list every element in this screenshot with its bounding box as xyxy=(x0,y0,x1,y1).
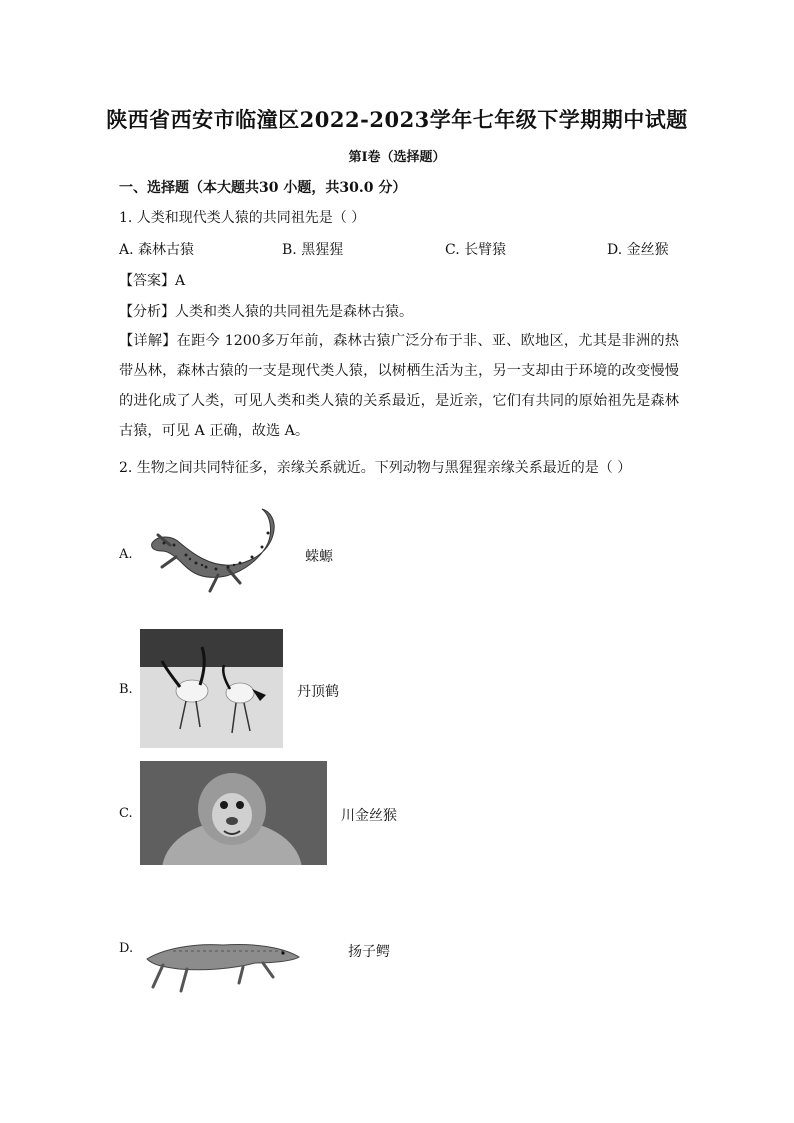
q1-option-a: A. 森林古猿 xyxy=(119,242,195,258)
q2-option-d-caption: 扬子鳄 xyxy=(348,944,390,960)
crane-image xyxy=(140,629,283,748)
volume-subtitle: 第Ⅰ卷（选择题） xyxy=(348,150,446,165)
q1-detail: 【详解】在距今 1200多万年前，森林古猿广泛分布于非、亚、欧地区，尤其是非洲的热带丛林，森林古猿的一支是现代类人猿，以树栖生活为主，另一支却由于环境的改变慢慢的进化成了人类，可见人类和类人猿的关系最近，是近亲，它们有共同的原始祖先是森林古猿，可见 A 正确，故选 A。 xyxy=(119,333,679,439)
q2-option-c-letter: C. xyxy=(119,806,133,821)
salamander-image xyxy=(140,505,282,605)
q1-option-c: C. 长臂猿 xyxy=(445,242,507,258)
q2-option-d-letter: D. xyxy=(119,941,134,956)
q2-option-b-caption: 丹顶鹤 xyxy=(297,684,339,700)
q1-option-d: D. 金丝猴 xyxy=(607,242,669,258)
q1-analysis: 【分析】人类和类人猿的共同祖先是森林古猿。 xyxy=(119,304,413,320)
q2-option-a-letter: A. xyxy=(119,547,133,562)
question-2-stem: 2. 生物之间共同特征多，亲缘关系就近。下列动物与黑猩猩亲缘关系最近的是（ ） xyxy=(119,460,632,476)
q2-option-c-caption: 川金丝猴 xyxy=(341,808,397,824)
monkey-image xyxy=(140,761,327,865)
q2-option-b-letter: B. xyxy=(119,682,133,697)
alligator-image xyxy=(143,929,301,994)
section-heading: 一、选择题（本大题共30 小题，共30.0 分） xyxy=(119,180,407,196)
q2-option-a-caption: 蝾螈 xyxy=(305,549,333,565)
q1-option-b: B. 黑猩猩 xyxy=(282,242,344,258)
page-title: 陕西省西安市临潼区2022-2023学年七年级下学期期中试题 xyxy=(106,107,688,132)
q1-answer: 【答案】A xyxy=(119,273,186,289)
question-1-stem: 1. 人类和现代类人猿的共同祖先是（ ） xyxy=(119,210,366,226)
